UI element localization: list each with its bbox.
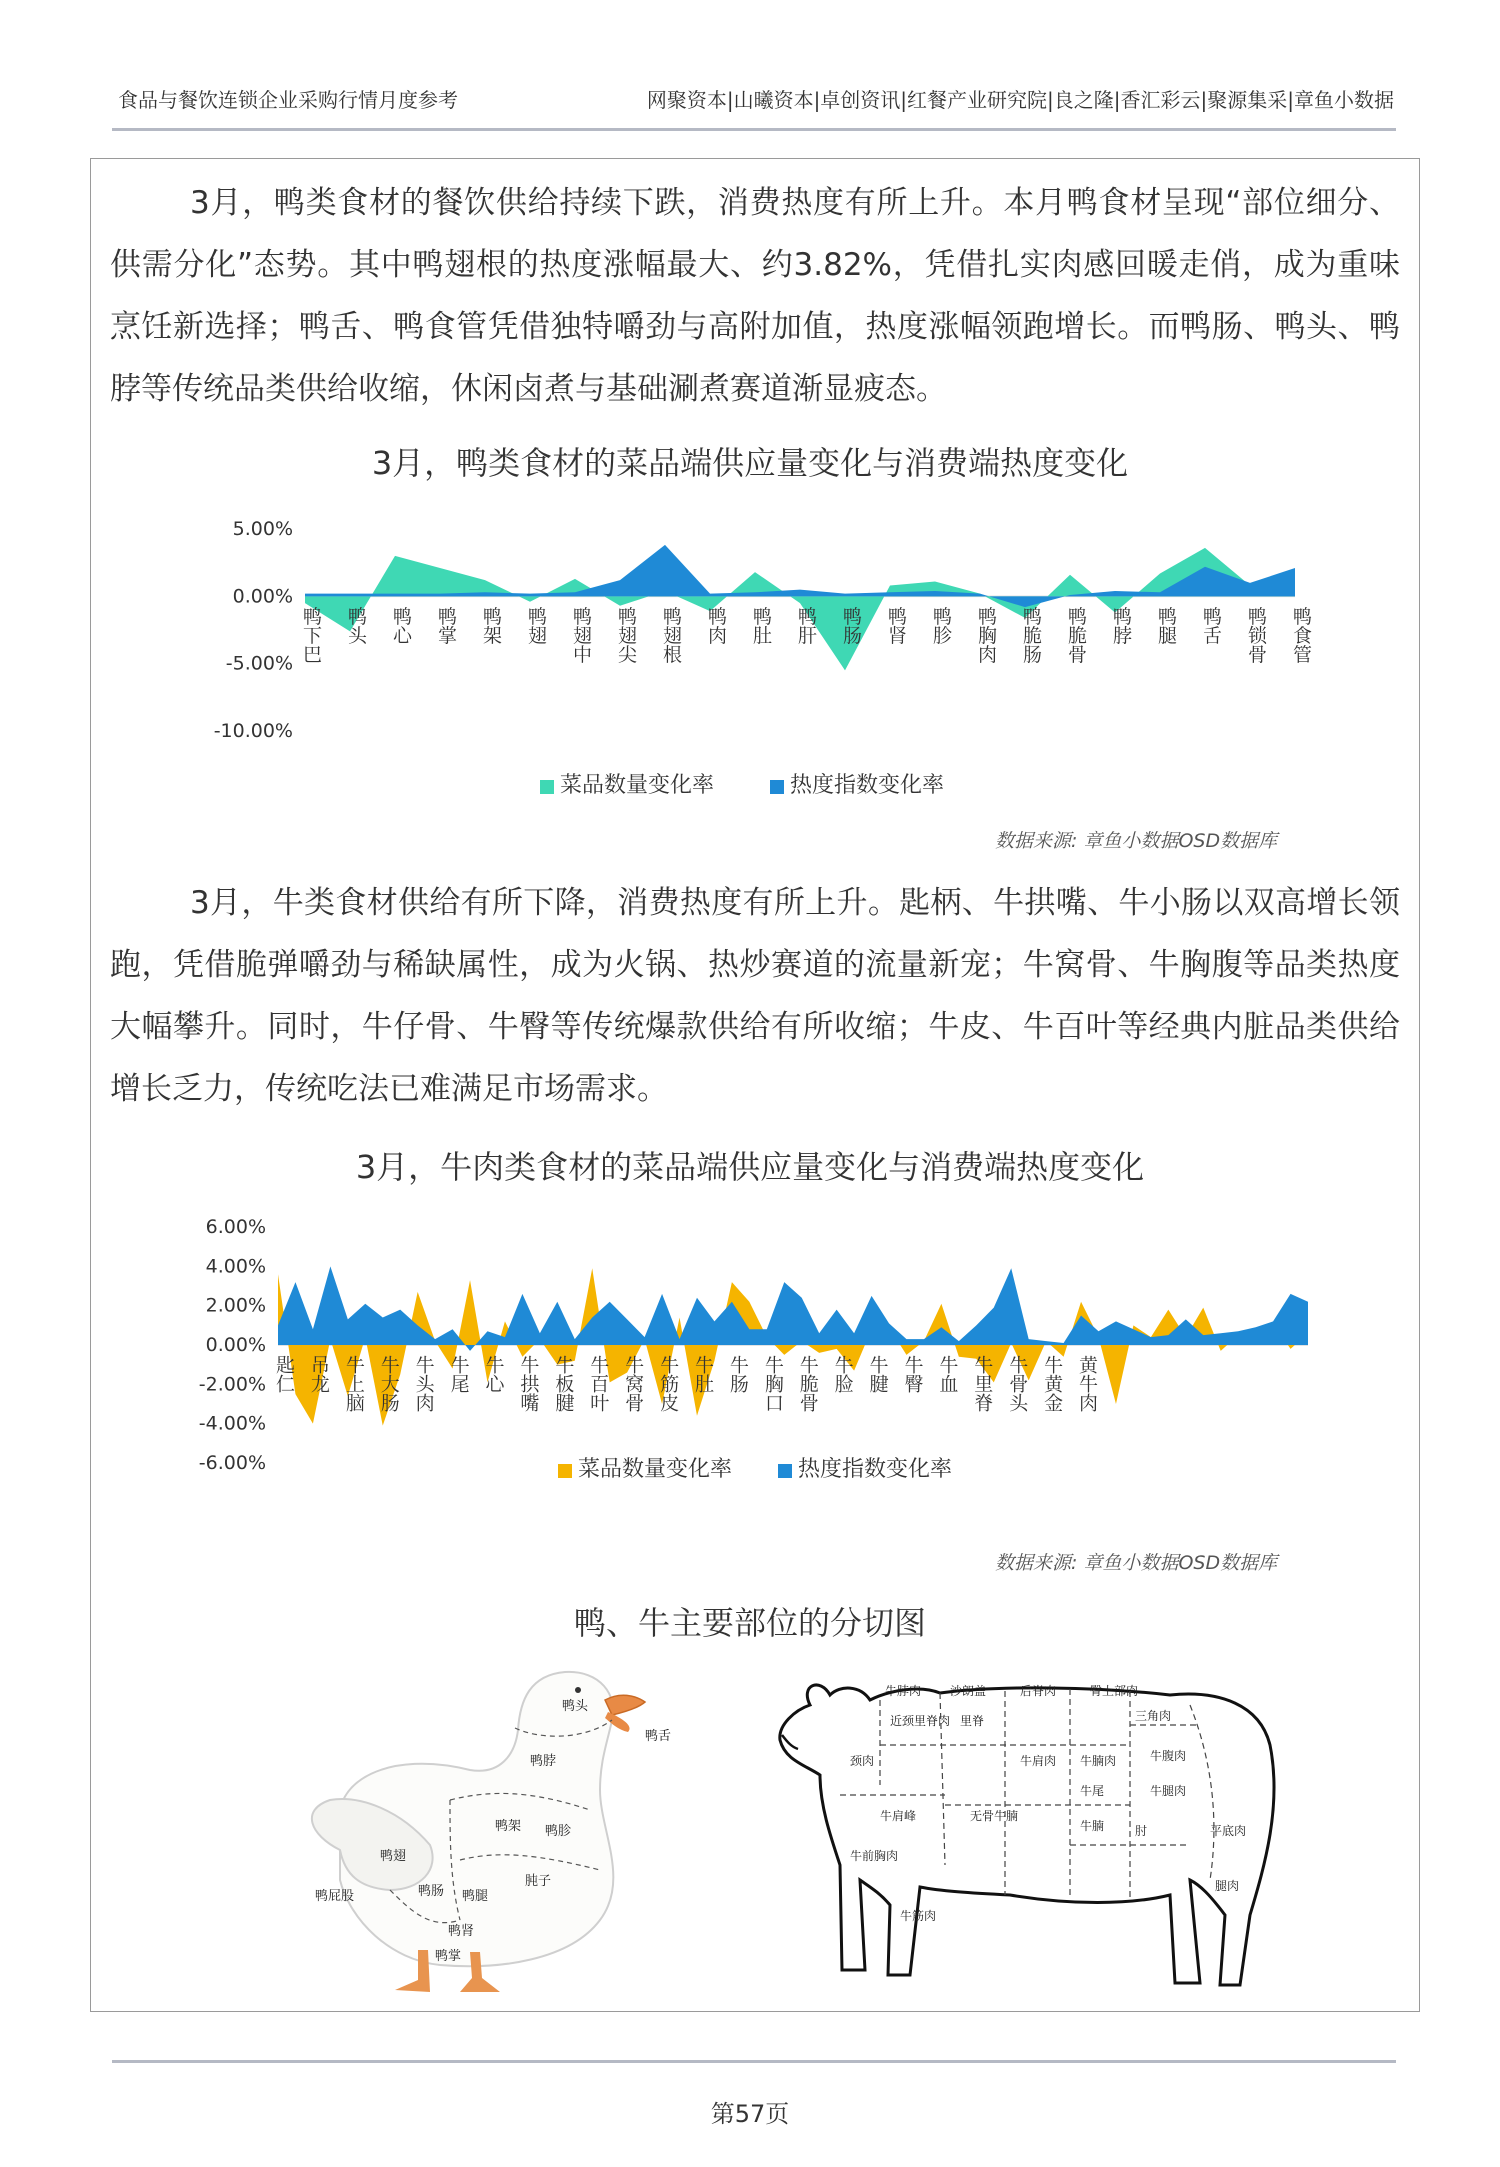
category-label: 鸭头 bbox=[345, 606, 367, 645]
cow-label-15: 牛腿肉 bbox=[1150, 1784, 1187, 1798]
header-title: 食品与餐饮连锁企业采购行情月度参考 bbox=[118, 88, 458, 112]
category-label: 鸭腿 bbox=[1155, 606, 1177, 645]
duck-beak bbox=[605, 1695, 645, 1715]
beef-paragraph-text: 3月，牛类食材供给有所下降，消费热度有所上升。匙柄、牛拱嘴、牛小肠以双高增长领跑，凭借脆弹嚼劲与稀缺属性，成为火锅、热炒赛道的流量新宠；牛窝骨、牛胸腹等品类热度大幅攀升。同时，牛仔骨、牛臀等传统爆款供给有所收缩；牛皮、牛百叶等经典内脏品类供给增长乏力，传统吃法已难满足市场需求。 bbox=[110, 885, 1400, 1107]
category-label: 鸭翅 bbox=[525, 606, 547, 645]
category-label: 鸭下巴 bbox=[300, 606, 322, 664]
category-label: 鸭食管 bbox=[1290, 606, 1312, 664]
diagram-title: 鸭、牛主要部位的分切图 bbox=[573, 1604, 926, 1642]
duck-label-tail: 鸭屁股 bbox=[315, 1889, 355, 1904]
category-label: 牛心 bbox=[482, 1355, 505, 1393]
category-label: 鸭锁骨 bbox=[1245, 606, 1267, 664]
y-tick-label: -10.00% bbox=[213, 720, 293, 742]
category-label: 鸭肚 bbox=[750, 606, 772, 645]
category-label: 鸭掌 bbox=[435, 606, 457, 645]
category-label: 牛尾 bbox=[447, 1355, 470, 1393]
legend-swatch bbox=[770, 780, 784, 794]
legend-swatch bbox=[558, 1464, 572, 1478]
footer-divider bbox=[112, 2060, 1396, 2063]
duck-label-neck: 鸭脖 bbox=[530, 1754, 557, 1769]
cow-label-16: 牛腩 bbox=[1080, 1819, 1105, 1833]
cow-label-9: 牛腩肉 bbox=[1080, 1754, 1117, 1768]
category-label: 鸭翅根 bbox=[660, 606, 682, 664]
cow-label-20: 牛筋肉 bbox=[900, 1909, 937, 1923]
y-tick-label: 4.00% bbox=[205, 1255, 266, 1278]
category-label: 吊龙 bbox=[307, 1355, 330, 1393]
duck-label-zhunzi: 肫子 bbox=[525, 1874, 552, 1889]
beef-chart-title: 3月，牛肉类食材的菜品端供应量变化与消费端热度变化 bbox=[355, 1148, 1145, 1186]
cow-cut-diagram bbox=[770, 1665, 1290, 1995]
category-label: 鸭肠 bbox=[840, 606, 862, 645]
y-tick-label: -4.00% bbox=[198, 1412, 266, 1435]
y-tick-label: -2.00% bbox=[198, 1373, 266, 1396]
category-label: 牛大肠 bbox=[377, 1355, 400, 1412]
header-divider bbox=[112, 128, 1396, 131]
category-label: 牛百叶 bbox=[587, 1355, 610, 1412]
cow-label-11: 牛肩峰 bbox=[880, 1809, 917, 1823]
duck-label-foot: 鸭掌 bbox=[435, 1949, 462, 1964]
cow-outline bbox=[780, 1685, 1274, 1985]
category-label: 牛脸 bbox=[831, 1355, 854, 1393]
category-label: 鸭脖 bbox=[1110, 606, 1132, 645]
duck-label-gizzard: 鸭胗 bbox=[545, 1824, 572, 1839]
cow-label-7: 颈肉 bbox=[850, 1754, 875, 1768]
category-label: 牛窝骨 bbox=[622, 1355, 645, 1412]
y-tick-label: 6.00% bbox=[205, 1216, 266, 1238]
page-header bbox=[118, 84, 1394, 114]
duck-label-head: 鸭头 bbox=[562, 1699, 589, 1714]
duck-label-wing: 鸭翅 bbox=[380, 1849, 407, 1864]
category-label: 牛血 bbox=[936, 1355, 959, 1393]
cow-label-1: 沙朗盖 bbox=[950, 1684, 987, 1698]
legend-label: 热度指数变化率 bbox=[790, 773, 945, 798]
category-label: 牛头肉 bbox=[412, 1355, 435, 1412]
category-label: 牛黄金 bbox=[1041, 1355, 1064, 1412]
cow-label-10: 牛腹肉 bbox=[1150, 1749, 1187, 1763]
legend-label: 菜品数量变化率 bbox=[578, 1457, 733, 1482]
beef-paragraph bbox=[110, 872, 1400, 1120]
y-tick-label: 0.00% bbox=[205, 1334, 266, 1356]
cow-label-0: 牛脖肉 bbox=[885, 1684, 922, 1698]
cow-label-3: 臀上部肉 bbox=[1090, 1684, 1139, 1698]
duck-paragraph-text: 3月，鸭类食材的餐饮供给持续下跌，消费热度有所上升。本月鸭食材呈现“部位细分、供需分化”态势。其中鸭翅根的热度涨幅最大、约3.82%，凭借扎实肉感回暖走俏，成为重味烹饪新选择；鸭舌、鸭食管凭借独特嚼劲与高附加值，热度涨幅领跑增长。而鸭肠、鸭头、鸭脖等传统品类供给收缩，休闲卤煮与基础涮煮赛道渐显疲态。 bbox=[110, 185, 1400, 407]
category-label: 牛筋皮 bbox=[657, 1355, 680, 1412]
y-tick-label: -6.00% bbox=[198, 1452, 266, 1474]
cow-label-18: 平底肉 bbox=[1210, 1824, 1247, 1838]
cow-label-12: 无骨牛腩 bbox=[970, 1809, 1019, 1823]
cow-label-14: 牛前胸肉 bbox=[850, 1849, 899, 1863]
beef-chart bbox=[130, 1205, 1370, 1495]
category-label: 鸭肾 bbox=[885, 606, 907, 645]
cow-label-4: 近颈里脊肉 bbox=[890, 1714, 951, 1728]
legend-label: 菜品数量变化率 bbox=[560, 773, 715, 798]
duck-label-frame: 鸭架 bbox=[495, 1819, 522, 1834]
cow-label-5: 里脊 bbox=[960, 1714, 985, 1728]
category-label: 牛胸口 bbox=[761, 1355, 784, 1412]
beef-chart-source: 数据来源: 章鱼小数据OSD数据库 bbox=[995, 1552, 1278, 1574]
category-label: 牛拱嘴 bbox=[517, 1355, 540, 1412]
category-label: 黄牛肉 bbox=[1076, 1355, 1099, 1412]
category-label: 牛脆骨 bbox=[796, 1355, 819, 1412]
category-label: 牛肚 bbox=[691, 1355, 714, 1393]
duck-chart-title: 3月，鸭类食材的菜品端供应量变化与消费端热度变化 bbox=[371, 444, 1129, 482]
category-label: 牛上脑 bbox=[342, 1355, 365, 1412]
category-label: 鸭肝 bbox=[795, 606, 817, 645]
category-label: 鸭心 bbox=[390, 606, 412, 645]
series-heat-area bbox=[278, 1266, 1308, 1351]
category-label: 牛臀 bbox=[901, 1355, 924, 1393]
category-label: 鸭架 bbox=[480, 606, 502, 645]
category-label: 鸭肉 bbox=[705, 606, 727, 645]
y-tick-label: -5.00% bbox=[225, 652, 293, 675]
category-label: 匙仁 bbox=[273, 1355, 295, 1393]
duck-label-intestine: 鸭肠 bbox=[418, 1884, 445, 1899]
cow-label-17: 肘 bbox=[1135, 1824, 1148, 1838]
duck-chart-source: 数据来源: 章鱼小数据OSD数据库 bbox=[995, 830, 1278, 852]
page-number: 第57页 bbox=[710, 2100, 790, 2128]
category-label: 牛肠 bbox=[726, 1355, 749, 1393]
duck-chart bbox=[140, 505, 1360, 815]
duck-label-kidney: 鸭肾 bbox=[448, 1924, 475, 1939]
category-label: 鸭脆肠 bbox=[1020, 606, 1042, 664]
duck-paragraph bbox=[110, 172, 1400, 420]
category-label: 牛里脊 bbox=[971, 1355, 994, 1412]
cow-label-2: 后脊肉 bbox=[1020, 1684, 1057, 1698]
y-tick-label: 5.00% bbox=[232, 518, 293, 540]
category-label: 牛板腱 bbox=[552, 1355, 575, 1412]
category-label: 鸭翅尖 bbox=[615, 606, 637, 664]
header-publishers: 网聚资本|山曦资本|卓创资讯|红餐产业研究院|良之隆|香汇彩云|聚源集采|章鱼小数据 bbox=[646, 88, 1394, 112]
category-label: 牛骨头 bbox=[1006, 1355, 1029, 1412]
cow-label-19: 腿肉 bbox=[1215, 1879, 1240, 1893]
category-label: 鸭舌 bbox=[1200, 606, 1222, 645]
cow-label-13: 牛尾 bbox=[1080, 1784, 1105, 1798]
legend-swatch bbox=[540, 780, 554, 794]
legend-swatch bbox=[778, 1464, 792, 1478]
category-label: 鸭胗 bbox=[930, 606, 952, 645]
duck-label-tongue: 鸭舌 bbox=[645, 1729, 672, 1744]
category-label: 鸭脆骨 bbox=[1065, 606, 1087, 664]
y-tick-label: 2.00% bbox=[205, 1294, 266, 1317]
category-label: 鸭翅中 bbox=[570, 606, 592, 664]
duck-label-leg: 鸭腿 bbox=[462, 1889, 489, 1904]
duck-cut-diagram bbox=[300, 1660, 672, 2000]
category-label: 牛腱 bbox=[866, 1355, 889, 1393]
cow-label-8: 牛肩肉 bbox=[1020, 1754, 1057, 1768]
category-label: 鸭胸肉 bbox=[975, 606, 997, 664]
legend-label: 热度指数变化率 bbox=[798, 1457, 953, 1482]
cow-label-6: 三角肉 bbox=[1135, 1709, 1172, 1723]
y-tick-label: 0.00% bbox=[232, 585, 293, 608]
